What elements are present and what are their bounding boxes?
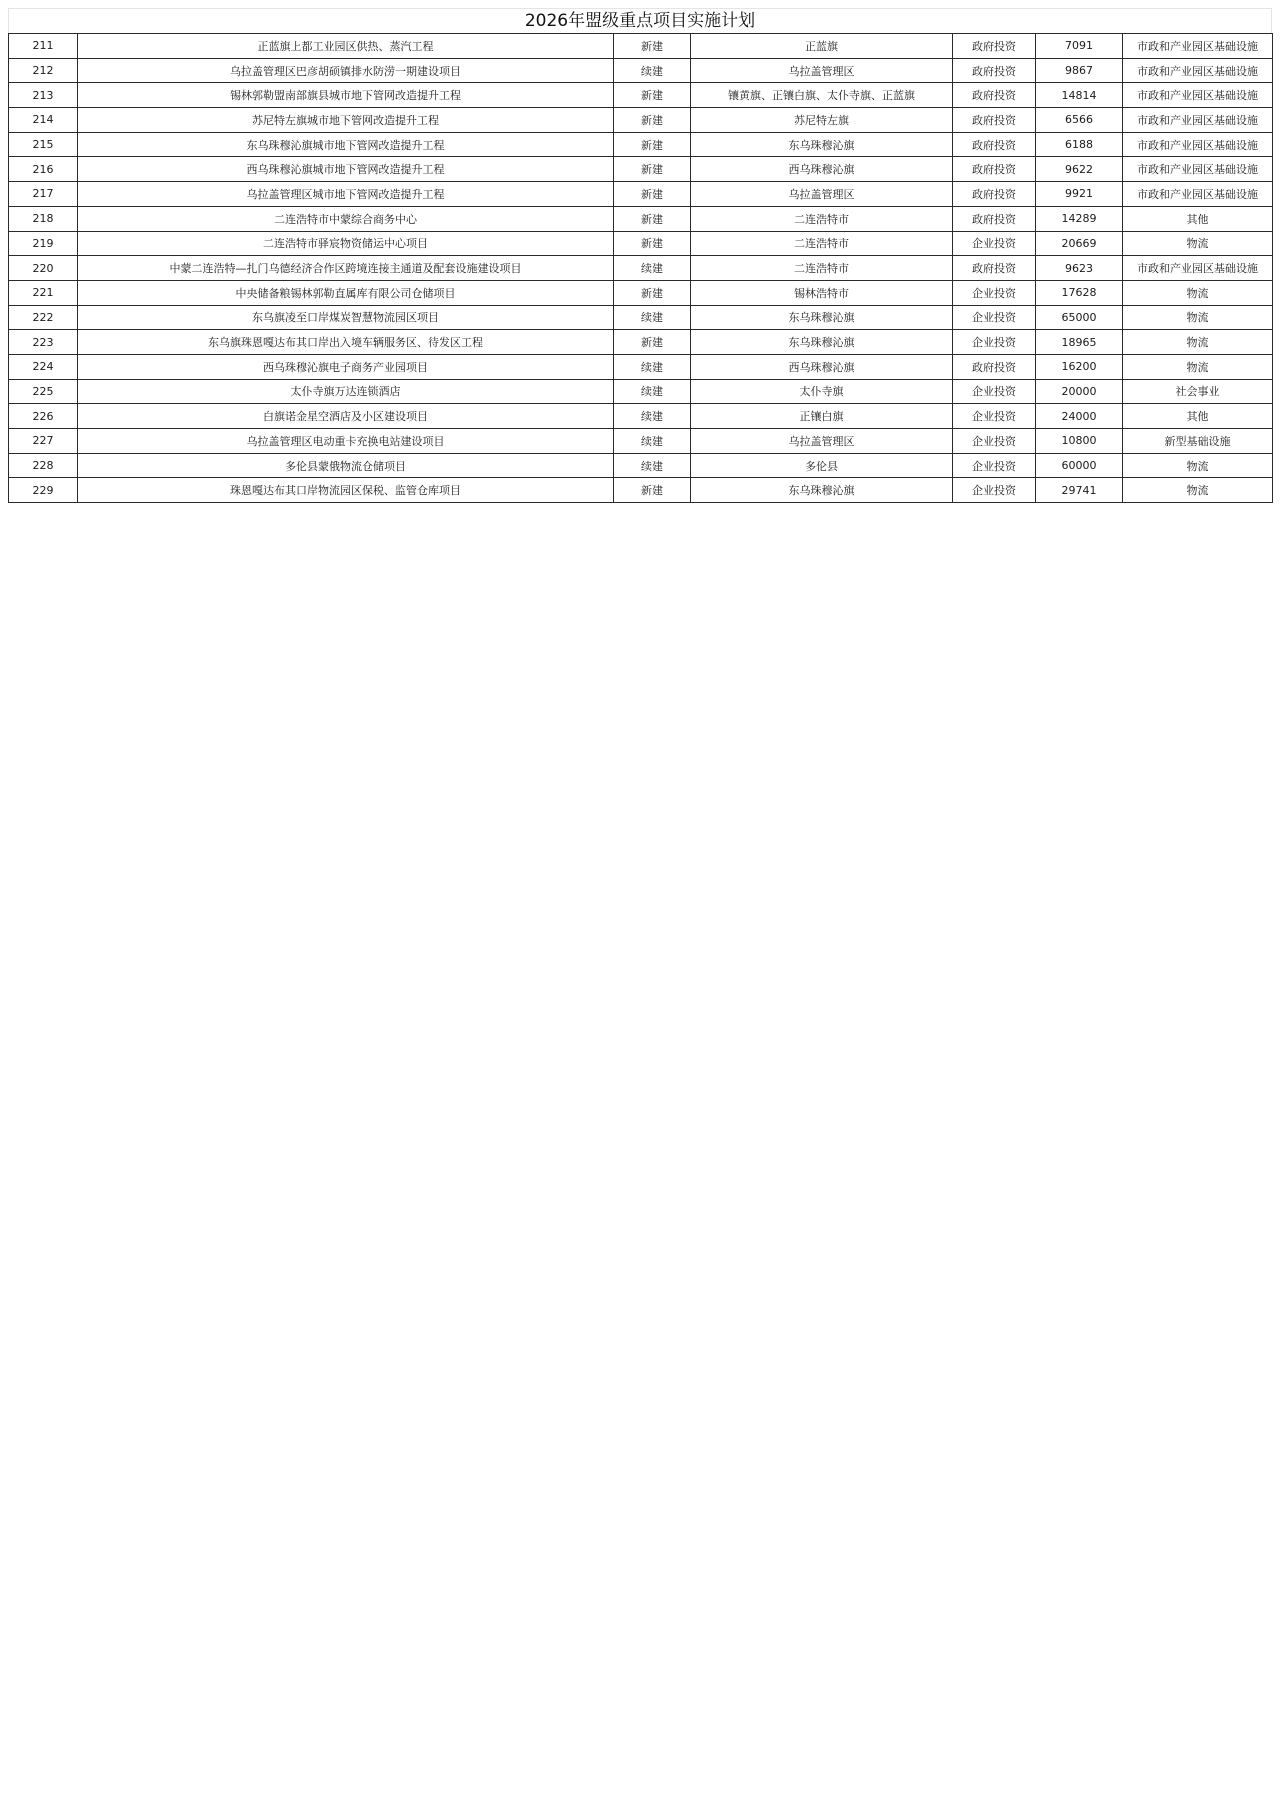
location-cell: 二连浩特市 — [691, 256, 953, 281]
row-number-cell: 223 — [9, 330, 78, 355]
amount-cell: 60000 — [1036, 453, 1123, 478]
location-cell: 乌拉盖管理区 — [691, 182, 953, 207]
location-cell: 苏尼特左旗 — [691, 108, 953, 133]
location-cell: 太仆寺旗 — [691, 379, 953, 404]
table-row — [9, 354, 1273, 379]
row-number-cell: 214 — [9, 108, 78, 133]
investment-type-cell: 企业投资 — [953, 379, 1036, 404]
category-cell: 新型基础设施 — [1123, 429, 1273, 454]
build-type-cell: 新建 — [614, 330, 691, 355]
investment-type-cell: 企业投资 — [953, 231, 1036, 256]
investment-type-cell: 政府投资 — [953, 83, 1036, 108]
project-name-cell: 西乌珠穆沁旗电子商务产业园项目 — [78, 354, 614, 379]
project-name-cell: 西乌珠穆沁旗城市地下管网改造提升工程 — [78, 157, 614, 182]
project-name-cell: 正蓝旗上都工业园区供热、蒸汽工程 — [78, 34, 614, 59]
category-cell: 社会事业 — [1123, 379, 1273, 404]
row-number-cell: 228 — [9, 453, 78, 478]
category-cell: 物流 — [1123, 280, 1273, 305]
investment-type-cell: 企业投资 — [953, 404, 1036, 429]
row-number-cell: 220 — [9, 256, 78, 281]
amount-cell: 10800 — [1036, 429, 1123, 454]
investment-type-cell: 企业投资 — [953, 280, 1036, 305]
build-type-cell: 续建 — [614, 453, 691, 478]
project-table — [8, 33, 1273, 503]
investment-type-cell: 政府投资 — [953, 182, 1036, 207]
build-type-cell: 续建 — [614, 404, 691, 429]
investment-type-cell: 企业投资 — [953, 305, 1036, 330]
row-number-cell: 227 — [9, 429, 78, 454]
category-cell: 市政和产业园区基础设施 — [1123, 58, 1273, 83]
investment-type-cell: 政府投资 — [953, 206, 1036, 231]
investment-type-cell: 企业投资 — [953, 478, 1036, 503]
row-number-cell: 224 — [9, 354, 78, 379]
row-number-cell: 213 — [9, 83, 78, 108]
category-cell: 其他 — [1123, 404, 1273, 429]
category-cell: 市政和产业园区基础设施 — [1123, 182, 1273, 207]
project-name-cell: 白旗诺金星空酒店及小区建设项目 — [78, 404, 614, 429]
row-number-cell: 222 — [9, 305, 78, 330]
project-name-cell: 东乌珠穆沁旗城市地下管网改造提升工程 — [78, 132, 614, 157]
amount-cell: 14814 — [1036, 83, 1123, 108]
table-row — [9, 83, 1273, 108]
project-name-cell: 中蒙二连浩特—扎门乌德经济合作区跨境连接主通道及配套设施建设项目 — [78, 256, 614, 281]
build-type-cell: 续建 — [614, 58, 691, 83]
document-sheet — [8, 8, 1272, 503]
table-row — [9, 478, 1273, 503]
location-cell: 东乌珠穆沁旗 — [691, 478, 953, 503]
amount-cell: 20000 — [1036, 379, 1123, 404]
location-cell: 东乌珠穆沁旗 — [691, 330, 953, 355]
investment-type-cell: 政府投资 — [953, 354, 1036, 379]
investment-type-cell: 企业投资 — [953, 330, 1036, 355]
row-number-cell: 229 — [9, 478, 78, 503]
location-cell: 东乌珠穆沁旗 — [691, 132, 953, 157]
amount-cell: 7091 — [1036, 34, 1123, 59]
amount-cell: 6188 — [1036, 132, 1123, 157]
location-cell: 西乌珠穆沁旗 — [691, 157, 953, 182]
table-row — [9, 404, 1273, 429]
table-row — [9, 34, 1273, 59]
table-row — [9, 256, 1273, 281]
category-cell: 物流 — [1123, 231, 1273, 256]
amount-cell: 6566 — [1036, 108, 1123, 133]
investment-type-cell: 政府投资 — [953, 34, 1036, 59]
investment-type-cell: 政府投资 — [953, 157, 1036, 182]
project-name-cell: 苏尼特左旗城市地下管网改造提升工程 — [78, 108, 614, 133]
project-name-cell: 乌拉盖管理区城市地下管网改造提升工程 — [78, 182, 614, 207]
document-title: 2026年盟级重点项目实施计划 — [8, 8, 1272, 33]
location-cell: 多伦县 — [691, 453, 953, 478]
project-name-cell: 锡林郭勒盟南部旗县城市地下管网改造提升工程 — [78, 83, 614, 108]
category-cell: 市政和产业园区基础设施 — [1123, 34, 1273, 59]
project-name-cell: 东乌旗珠恩嘎达布其口岸出入境车辆服务区、待发区工程 — [78, 330, 614, 355]
amount-cell: 20669 — [1036, 231, 1123, 256]
category-cell: 市政和产业园区基础设施 — [1123, 108, 1273, 133]
project-name-cell: 东乌旗凌至口岸煤炭智慧物流园区项目 — [78, 305, 614, 330]
project-name-cell: 太仆寺旗万达连锁酒店 — [78, 379, 614, 404]
project-name-cell: 多伦县蒙俄物流仓储项目 — [78, 453, 614, 478]
location-cell: 乌拉盖管理区 — [691, 58, 953, 83]
project-name-cell: 珠恩嘎达布其口岸物流园区保税、监管仓库项目 — [78, 478, 614, 503]
row-number-cell: 215 — [9, 132, 78, 157]
project-name-cell: 二连浩特市驿宸物资储运中心项目 — [78, 231, 614, 256]
category-cell: 市政和产业园区基础设施 — [1123, 256, 1273, 281]
category-cell: 物流 — [1123, 305, 1273, 330]
row-number-cell: 212 — [9, 58, 78, 83]
build-type-cell: 新建 — [614, 478, 691, 503]
build-type-cell: 续建 — [614, 354, 691, 379]
build-type-cell: 续建 — [614, 429, 691, 454]
table-row — [9, 453, 1273, 478]
location-cell: 镶黄旗、正镶白旗、太仆寺旗、正蓝旗 — [691, 83, 953, 108]
investment-type-cell: 政府投资 — [953, 58, 1036, 83]
amount-cell: 18965 — [1036, 330, 1123, 355]
row-number-cell: 218 — [9, 206, 78, 231]
table-row — [9, 157, 1273, 182]
table-row — [9, 182, 1273, 207]
category-cell: 市政和产业园区基础设施 — [1123, 132, 1273, 157]
table-row — [9, 330, 1273, 355]
amount-cell: 14289 — [1036, 206, 1123, 231]
project-name-cell: 乌拉盖管理区电动重卡充换电站建设项目 — [78, 429, 614, 454]
build-type-cell: 新建 — [614, 231, 691, 256]
build-type-cell: 新建 — [614, 157, 691, 182]
project-name-cell: 中央储备粮锡林郭勒直属库有限公司仓储项目 — [78, 280, 614, 305]
build-type-cell: 新建 — [614, 34, 691, 59]
amount-cell: 9622 — [1036, 157, 1123, 182]
build-type-cell: 新建 — [614, 182, 691, 207]
category-cell: 其他 — [1123, 206, 1273, 231]
build-type-cell: 新建 — [614, 206, 691, 231]
investment-type-cell: 政府投资 — [953, 108, 1036, 133]
build-type-cell: 续建 — [614, 256, 691, 281]
table-row — [9, 305, 1273, 330]
table-row — [9, 379, 1273, 404]
location-cell: 锡林浩特市 — [691, 280, 953, 305]
category-cell: 物流 — [1123, 330, 1273, 355]
row-number-cell: 216 — [9, 157, 78, 182]
table-row — [9, 280, 1273, 305]
investment-type-cell: 企业投资 — [953, 453, 1036, 478]
row-number-cell: 221 — [9, 280, 78, 305]
category-cell: 物流 — [1123, 453, 1273, 478]
table-row — [9, 132, 1273, 157]
build-type-cell: 新建 — [614, 280, 691, 305]
table-body — [9, 34, 1273, 503]
amount-cell: 16200 — [1036, 354, 1123, 379]
build-type-cell: 新建 — [614, 108, 691, 133]
location-cell: 二连浩特市 — [691, 231, 953, 256]
amount-cell: 9623 — [1036, 256, 1123, 281]
build-type-cell: 续建 — [614, 305, 691, 330]
location-cell: 正蓝旗 — [691, 34, 953, 59]
investment-type-cell: 企业投资 — [953, 429, 1036, 454]
location-cell: 正镶白旗 — [691, 404, 953, 429]
row-number-cell: 226 — [9, 404, 78, 429]
location-cell: 东乌珠穆沁旗 — [691, 305, 953, 330]
amount-cell: 29741 — [1036, 478, 1123, 503]
table-row — [9, 231, 1273, 256]
category-cell: 市政和产业园区基础设施 — [1123, 157, 1273, 182]
amount-cell: 17628 — [1036, 280, 1123, 305]
table-row — [9, 108, 1273, 133]
category-cell: 物流 — [1123, 354, 1273, 379]
location-cell: 二连浩特市 — [691, 206, 953, 231]
table-row — [9, 58, 1273, 83]
table-row — [9, 206, 1273, 231]
row-number-cell: 219 — [9, 231, 78, 256]
row-number-cell: 225 — [9, 379, 78, 404]
row-number-cell: 211 — [9, 34, 78, 59]
amount-cell: 65000 — [1036, 305, 1123, 330]
build-type-cell: 新建 — [614, 83, 691, 108]
investment-type-cell: 政府投资 — [953, 132, 1036, 157]
table-row — [9, 429, 1273, 454]
build-type-cell: 新建 — [614, 132, 691, 157]
amount-cell: 9921 — [1036, 182, 1123, 207]
category-cell: 市政和产业园区基础设施 — [1123, 83, 1273, 108]
location-cell: 乌拉盖管理区 — [691, 429, 953, 454]
build-type-cell: 续建 — [614, 379, 691, 404]
project-name-cell: 二连浩特市中蒙综合商务中心 — [78, 206, 614, 231]
location-cell: 西乌珠穆沁旗 — [691, 354, 953, 379]
amount-cell: 24000 — [1036, 404, 1123, 429]
row-number-cell: 217 — [9, 182, 78, 207]
investment-type-cell: 政府投资 — [953, 256, 1036, 281]
project-name-cell: 乌拉盖管理区巴彦胡硕镇排水防涝一期建设项目 — [78, 58, 614, 83]
category-cell: 物流 — [1123, 478, 1273, 503]
amount-cell: 9867 — [1036, 58, 1123, 83]
